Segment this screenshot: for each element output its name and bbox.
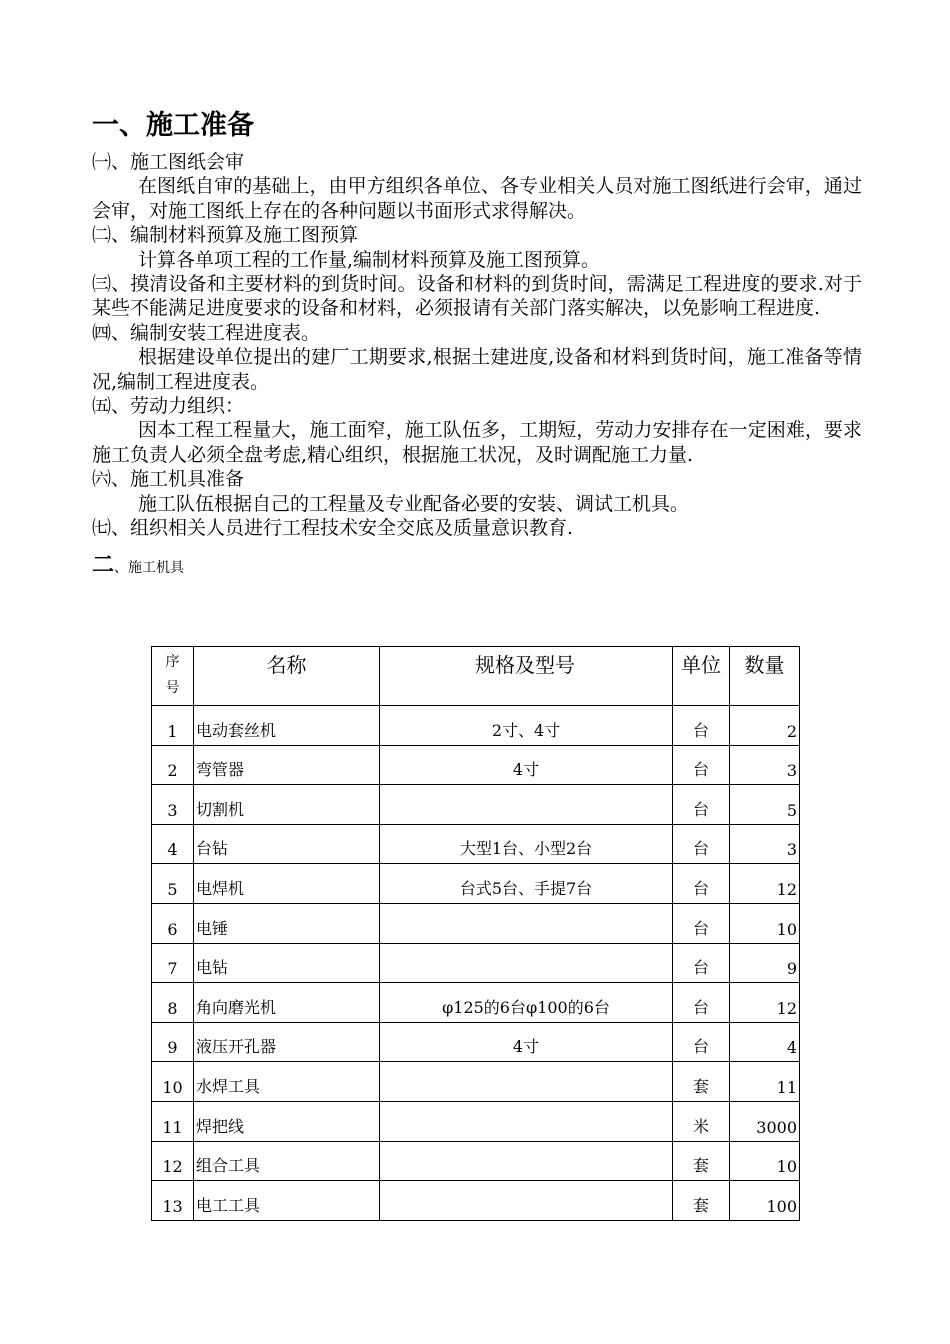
- table-row: [152, 1141, 800, 1181]
- cell-name: 液压开孔器: [194, 1022, 380, 1062]
- table-row: [152, 1101, 800, 1141]
- item-1-body: 在图纸自审的基础上，由甲方组织各单位、各专业相关人员对施工图纸进行会审，通过会审，对施工图纸上存在的各种问题以书面形式求得解决。: [92, 175, 862, 222]
- cell-qty: 4: [730, 1022, 800, 1062]
- cell-qty: 2: [730, 706, 800, 746]
- item-5-heading: ㈤、劳动力组织：: [92, 395, 245, 418]
- table-row: [152, 1181, 800, 1221]
- cell-seq: 4: [152, 824, 194, 864]
- cell-qty: 10: [730, 903, 800, 943]
- cell-spec: [380, 1181, 673, 1221]
- cell-name: 电焊机: [194, 864, 380, 904]
- section-2-title: [92, 551, 862, 583]
- cell-seq: 10: [152, 1062, 194, 1102]
- cell-qty: 3000: [730, 1101, 800, 1141]
- item-1-heading: ㈠、施工图纸会审: [92, 151, 245, 173]
- item-4-heading: ㈣、编制安装工程进度表。: [92, 321, 321, 344]
- table-row: [152, 864, 800, 904]
- cell-qty: 10: [730, 1141, 800, 1181]
- document-body: [92, 100, 862, 583]
- header-unit: 单位: [673, 647, 730, 706]
- table-row: [152, 983, 800, 1023]
- table-header-row: [152, 647, 800, 706]
- cell-unit: 台: [673, 824, 730, 864]
- header-seq: [152, 647, 194, 706]
- section-2-number: 二: [92, 552, 115, 578]
- cell-seq: 7: [152, 943, 194, 983]
- cell-spec: [380, 1101, 673, 1141]
- cell-unit: 台: [673, 903, 730, 943]
- cell-name: 切割机: [194, 785, 380, 825]
- cell-seq: 1: [152, 706, 194, 746]
- cell-name: 电钻: [194, 943, 380, 983]
- cell-spec: 4寸: [380, 1022, 673, 1062]
- cell-spec: [380, 785, 673, 825]
- cell-qty: 100: [730, 1181, 800, 1221]
- cell-name: 水焊工具: [194, 1062, 380, 1102]
- cell-name: 焊把线: [194, 1101, 380, 1141]
- tools-table: [151, 646, 800, 1221]
- cell-seq: 6: [152, 903, 194, 943]
- item-5-body: 因本工程工程量大，施工面窄，施工队伍多，工期短，劳动力安排存在一定困难，要求施工负责人必须全盘考虑,精心组织，根据施工状况，及时调配施工力量.: [92, 419, 862, 466]
- item-6-body: 施工队伍根据自己的工程量及专业配备必要的安装、调试工机具。: [138, 492, 690, 515]
- cell-spec: 4寸: [380, 745, 673, 785]
- cell-spec: 2寸、4寸: [380, 706, 673, 746]
- item-2-body: 计算各单项工程的工作量,编制材料预算及施工图预算。: [138, 248, 601, 271]
- cell-unit: 套: [673, 1141, 730, 1181]
- header-seq-char-1: 序: [165, 654, 180, 670]
- cell-unit: 台: [673, 785, 730, 825]
- section-1-title: 一、施工准备: [92, 110, 254, 141]
- cell-spec: [380, 1141, 673, 1181]
- cell-seq: 3: [152, 785, 194, 825]
- cell-unit: 套: [673, 1181, 730, 1221]
- table-row: [152, 824, 800, 864]
- cell-seq: 8: [152, 983, 194, 1023]
- cell-qty: 3: [730, 824, 800, 864]
- cell-seq: 13: [152, 1181, 194, 1221]
- table-body: [152, 706, 800, 1221]
- cell-qty: 5: [730, 785, 800, 825]
- cell-name: 电工工具: [194, 1181, 380, 1221]
- cell-qty: 11: [730, 1062, 800, 1102]
- cell-qty: 12: [730, 864, 800, 904]
- cell-spec: [380, 903, 673, 943]
- cell-qty: 12: [730, 983, 800, 1023]
- cell-unit: 台: [673, 983, 730, 1023]
- header-seq-char-2: 号: [165, 680, 180, 696]
- item-3-heading: ㈢、摸清设备和主要材料的到货时间。设备和材料的到货时间，需满足工程进度的要求.对于某些不能满足进度要求的设备和材料，必须报请有关部门落实解决，以免影响工程进度.: [92, 273, 862, 320]
- cell-name: 台钻: [194, 824, 380, 864]
- cell-spec: 台式5台、手提7台: [380, 864, 673, 904]
- section-2-label: 、施工机具: [114, 559, 185, 576]
- table-row: [152, 1022, 800, 1062]
- table-row: [152, 943, 800, 983]
- cell-seq: 2: [152, 745, 194, 785]
- cell-qty: 3: [730, 745, 800, 785]
- header-spec: 规格及型号: [380, 647, 673, 706]
- cell-seq: 12: [152, 1141, 194, 1181]
- cell-seq: 9: [152, 1022, 194, 1062]
- item-7-heading: ㈦、组织相关人员进行工程技术安全交底及质量意识教育.: [92, 517, 574, 540]
- cell-seq: 11: [152, 1101, 194, 1141]
- cell-spec: 大型1台、小型2台: [380, 824, 673, 864]
- cell-unit: 台: [673, 706, 730, 746]
- table-row: [152, 706, 800, 746]
- table-row: [152, 745, 800, 785]
- header-qty: 数量: [730, 647, 800, 706]
- cell-spec: φ125的6台φ100的6台: [380, 983, 673, 1023]
- cell-unit: 米: [673, 1101, 730, 1141]
- cell-spec: [380, 943, 673, 983]
- cell-unit: 套: [673, 1062, 730, 1102]
- cell-name: 角向磨光机: [194, 983, 380, 1023]
- cell-spec: [380, 1062, 673, 1102]
- item-4-body: 根据建设单位提出的建厂工期要求,根据土建进度,设备和材料到货时间，施工准备等情况,编制工程进度表。: [92, 346, 862, 393]
- cell-unit: 台: [673, 943, 730, 983]
- cell-seq: 5: [152, 864, 194, 904]
- item-2-heading: ㈡、编制材料预算及施工图预算: [92, 224, 359, 247]
- table-row: [152, 1062, 800, 1102]
- item-6-heading: ㈥、施工机具准备: [92, 468, 245, 491]
- cell-name: 电动套丝机: [194, 706, 380, 746]
- cell-unit: 台: [673, 1022, 730, 1062]
- table-row: [152, 785, 800, 825]
- table-row: [152, 903, 800, 943]
- cell-unit: 台: [673, 864, 730, 904]
- cell-qty: 9: [730, 943, 800, 983]
- cell-unit: 台: [673, 745, 730, 785]
- cell-name: 弯管器: [194, 745, 380, 785]
- cell-name: 电锤: [194, 903, 380, 943]
- cell-name: 组合工具: [194, 1141, 380, 1181]
- header-name: 名称: [194, 647, 380, 706]
